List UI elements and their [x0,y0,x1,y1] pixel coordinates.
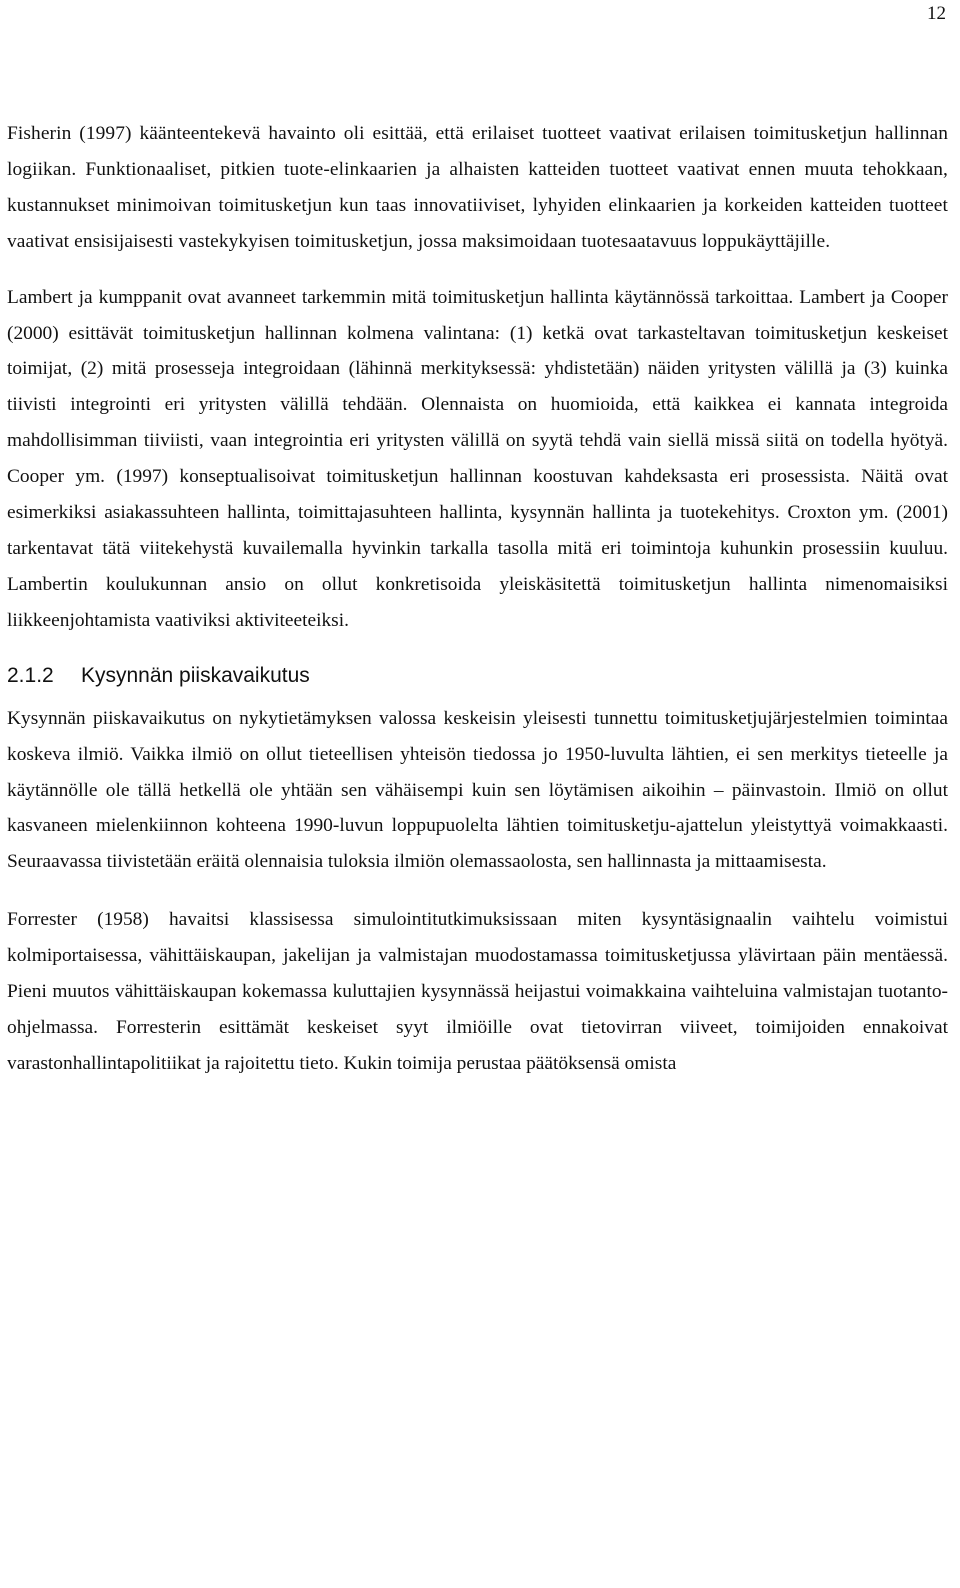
paragraph-fisher: Fisherin (1997) käänteentekevä havainto oli esittää, että erilaiset tuotteet vaativat erilaisen toimitusketjun hallinnan logiikan. Funktionaaliset, pitkien tuote-elinkaarien ja alhaisten katteiden tuotteet vaativat ennen muuta tehokkaan, kustannukset minimoivan toimitusketjun kun taas innovatiiviset, lyhyiden elinkaarien ja korkeiden katteiden tuotteet vaativat ensisijaisesti vastekykyisen toimitusketjun, jossa maksimoidaan tuotesaatavuus loppukäyttäjille. [7,123,948,252]
section-number: 2.1.2 [7,663,54,687]
paragraph-lambert: Lambert ja kumppanit ovat avanneet tarkemmin mitä toimitusketjun hallinta käytännössä tarkoittaa. Lambert ja Cooper (2000) esittävät toimitusketjun hallinnan kolmena valintana: (1) ketkä ovat tarkasteltavan toimitusketjun keskeiset toimijat, (2) mitä prosesseja integroidaan (lähinnä merkityksessä: yhdistetään) näiden yritysten välillä ja (3) kuinka tiivisti integrointi eri yritysten välillä tehdään. Olennaista on huomioida, että kaikkea ei kannata integroida mahdollisimman tiiviisti, vaan integrointia eri yritysten välillä on syytä tehdä vain siellä missä siitä on todella hyötyä. Cooper ym. (1997) konseptualisoivat toimitusketjun hallinnan koostuvan kahdeksasta eri prosessista. Näitä ovat esimerkiksi asiakassuhteen hallinta, toimittajasuhteen hallinta, kysynnän hallinta ja tuotekehitys. Croxton ym. (2001) tarkentavat tätä viitekehystä kuvailemalla hyvinkin tarkalla tasolla mitä eri toimintoja kuhunkin prosessiin kuuluu. Lambertin koulukunnan ansio on ollut konkretisoida yleiskäsitettä toimitusketjun hallinta nimenomaisiksi liikkeenjohtamista vaativiksi aktiviteeteiksi. [7,286,948,631]
section-heading [7,661,948,691]
paragraph-forrester: Forrester (1958) havaitsi klassisessa simulointitutkimuksissaan miten kysyntäsignaalin vaihtelu voimistui kolmiportaisessa, vähittäiskaupan, jakelijan ja valmistajan muodostamassa toimitusketjussa ylävirtaan päin mentäessä. Pieni muutos vähittäiskaupan kokemassa kuluttajien kysynnässä heijastui voimakkaina vaihteluina valmistajan tuotanto-ohjelmassa. Forresterin esittämät keskeiset syyt ilmiöille ovat tietovirran viiveet, toimijoiden ennakoivat varastonhallintapolitiikat ja rajoitettu tieto. Kukin toimija perustaa päätöksensä omista [7,909,948,1074]
page-body [7,116,948,1082]
paragraph-bullwhip-intro: Kysynnän piiskavaikutus on nykytietämyksen valossa keskeisin yleisesti tunnettu toimitusketjujärjestelmien toimintaa koskeva ilmiö. Vaikka ilmiö on ollut tieteellisen yhteisön tiedossa jo 1950-luvulta lähtien, ei sen merkitys tieteelle ja käytännölle ole tällä hetkellä ole yhtään sen vähäisempi kuin sen löytämisen aikoihin – päinvastoin. Ilmiö on ollut kasvaneen mielenkiinnon kohteena 1990-luvun loppupuolelta lähtien toimitusketju-ajattelun yleistyttyä voimakkaasti. Seuraavassa tiivistetään eräitä olennaisia tuloksia ilmiön olemassaolosta, sen hallinnasta ja mittaamisesta. [7,707,948,873]
page-number: 12 [927,3,946,24]
section-title: Kysynnän piiskavaikutus [81,663,310,687]
